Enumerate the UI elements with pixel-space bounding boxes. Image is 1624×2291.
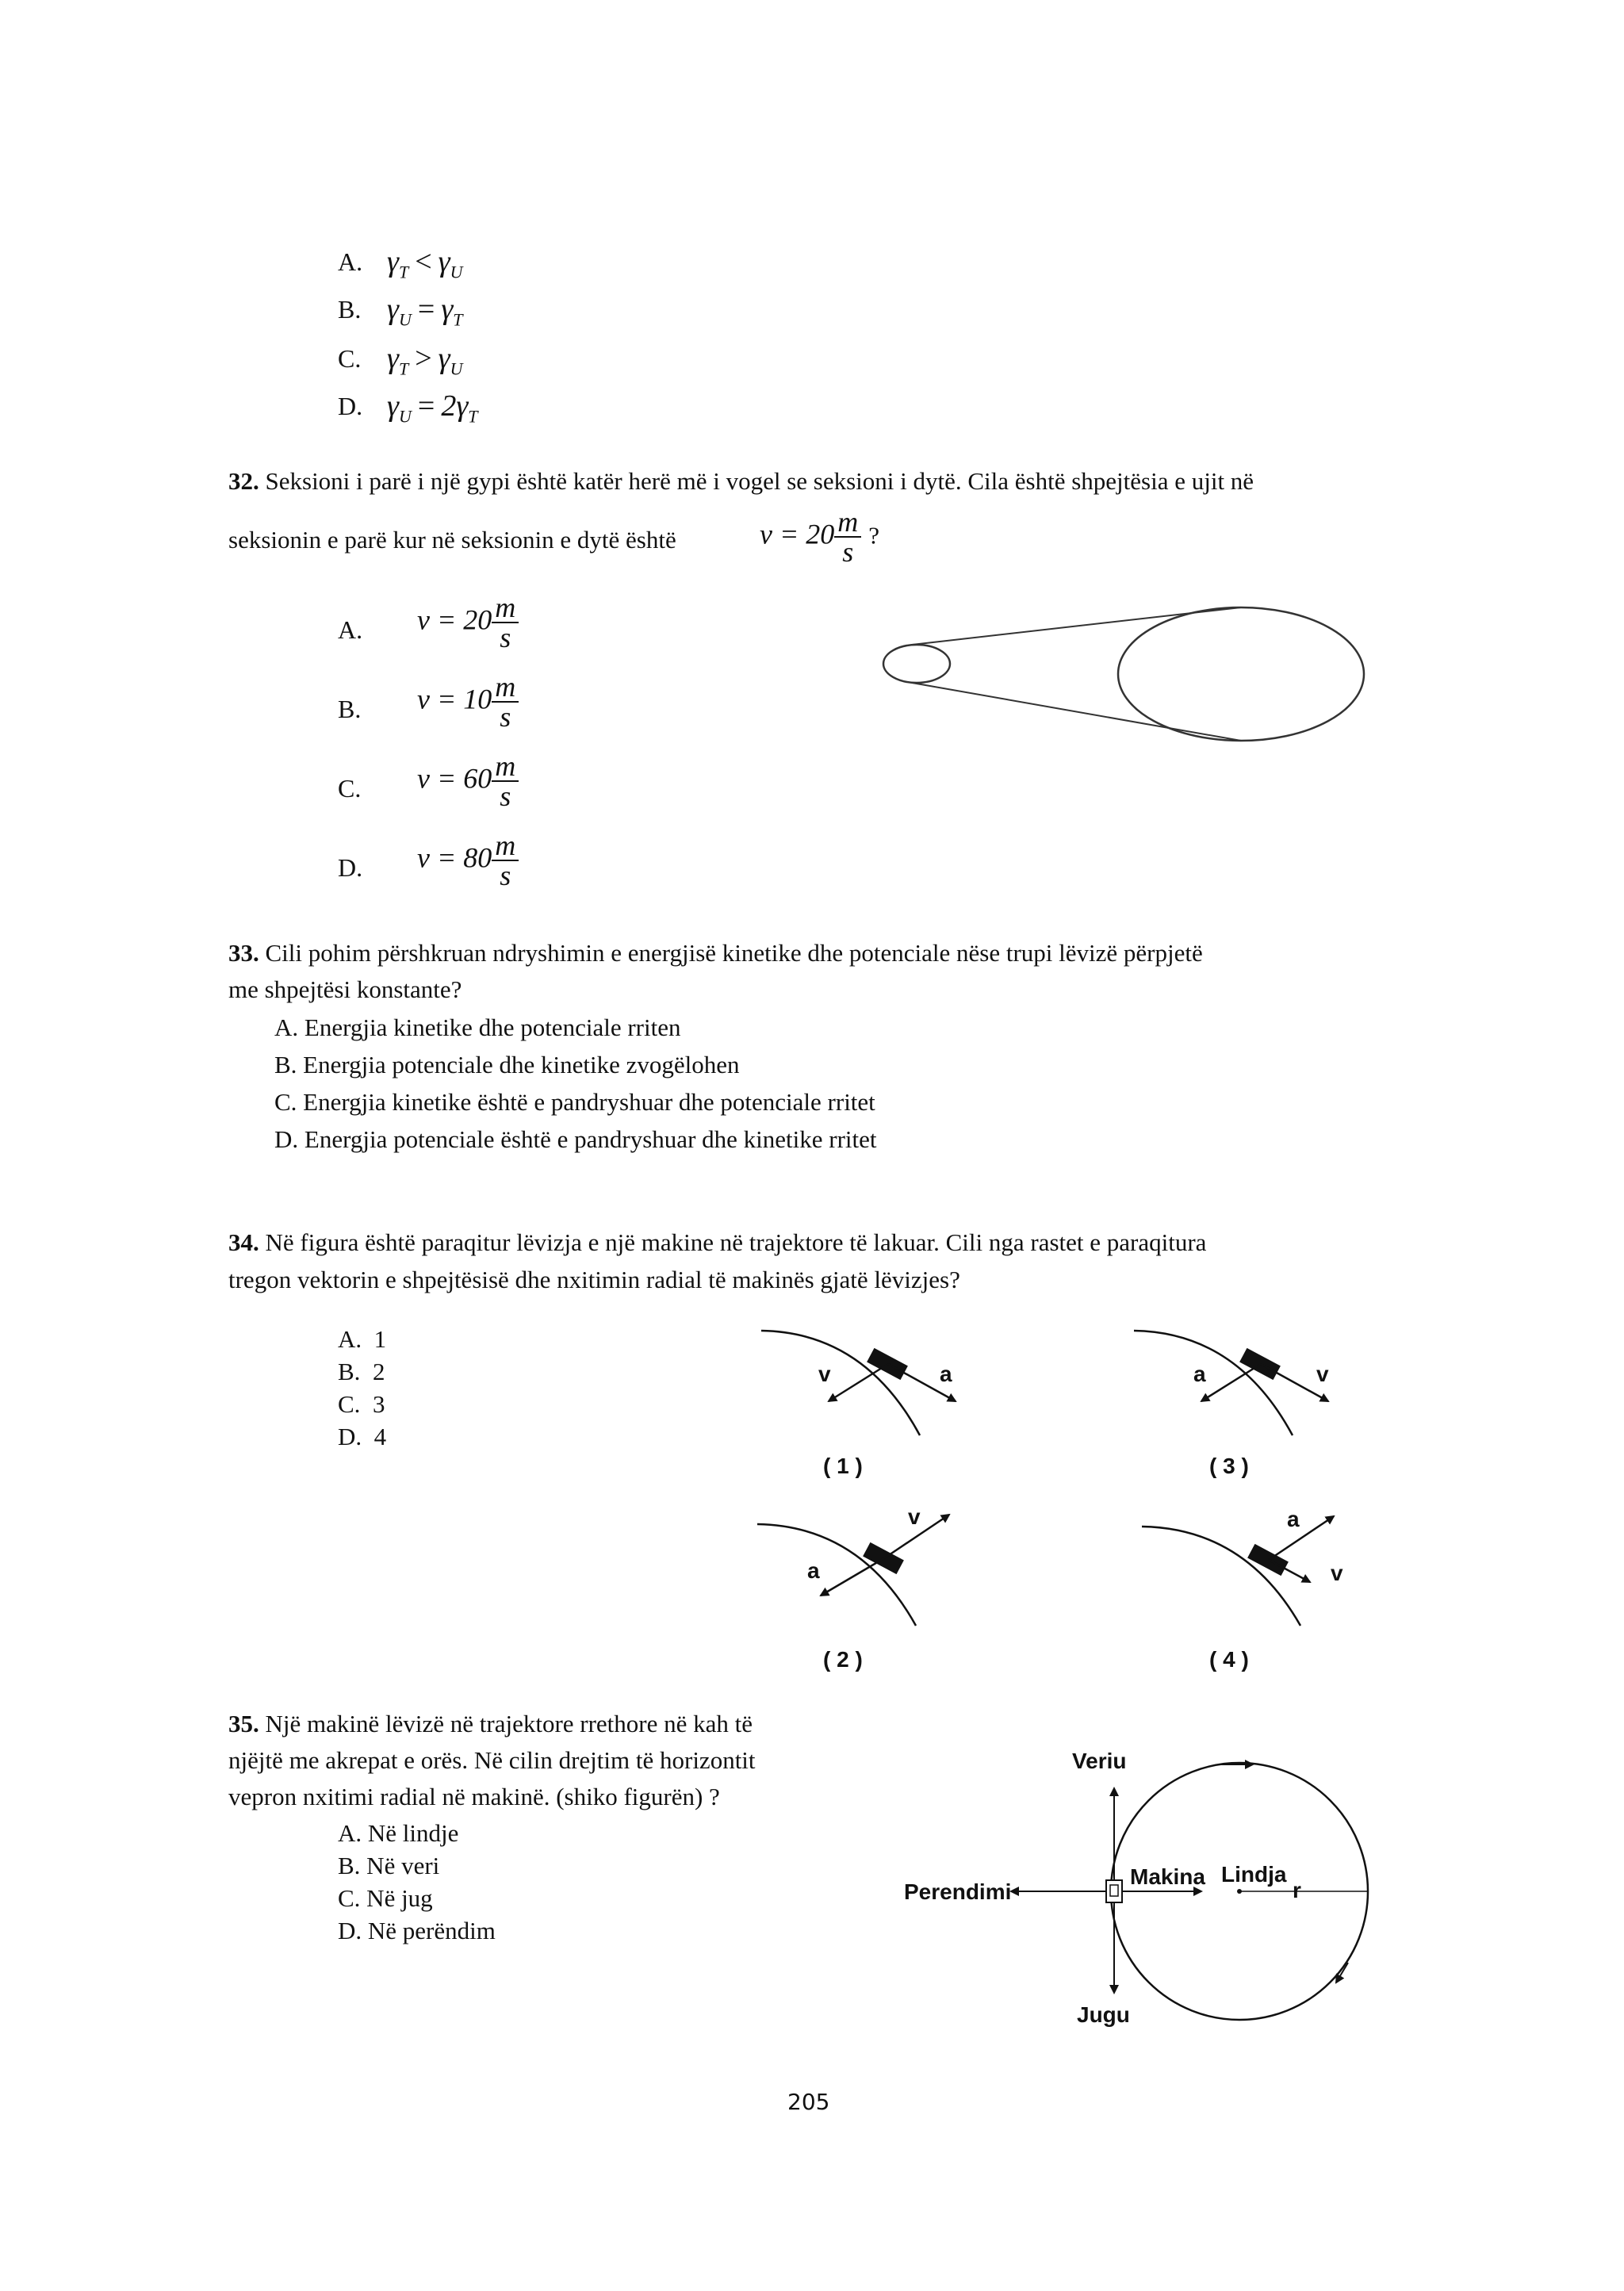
- arrow-a-4: [1269, 1516, 1334, 1560]
- q34-option-a: A. 1: [338, 1325, 387, 1353]
- car-4: [1247, 1544, 1289, 1576]
- q31-option-a: A. $\gamma_T < \gamma_U$: [338, 245, 463, 282]
- q31-expr-c: $\gamma_T > \gamma_U$: [387, 342, 463, 379]
- q34-line1: 34. Në figura është paraqitur lëvizja e një makine në trajektore të lakuar. Cili nga rastet e paraqitura: [228, 1228, 1207, 1256]
- label-radius: r: [1293, 1878, 1301, 1902]
- q34-option-c: C. 3: [338, 1390, 385, 1418]
- q31-option-d: D. $\gamma_U = 2\gamma_T$: [338, 389, 478, 427]
- q32-line2: seksionin e parë kur në seksionin e dytë është: [228, 526, 676, 554]
- caption-3: ( 3 ): [1209, 1454, 1249, 1478]
- label-a-4: a: [1287, 1507, 1300, 1531]
- q34-option-d: D. 4: [338, 1423, 387, 1450]
- caption-4: ( 4 ): [1209, 1647, 1249, 1672]
- figure-4: [1142, 1507, 1343, 1672]
- car-inner: [1110, 1885, 1118, 1896]
- label-car: Makina: [1130, 1864, 1205, 1889]
- trajectory-2: [757, 1524, 916, 1626]
- circle-center: [1237, 1889, 1242, 1894]
- label-v-2: v: [908, 1504, 921, 1529]
- q35-option-b: B. Në veri: [338, 1852, 440, 1879]
- page-number: 205: [787, 2089, 830, 2115]
- label-v-4: v: [1331, 1561, 1343, 1585]
- q32-option-b: B. v = 10 $\frac{m}{s}$: [338, 672, 544, 744]
- pipe-top-edge: [912, 607, 1241, 645]
- q32-given-velocity: v = 20 $\frac{m}{s}$ ?: [760, 506, 880, 568]
- label-east: Lindja: [1221, 1862, 1287, 1887]
- q33-option-b: B. Energjia potenciale dhe kinetike zvogëlohen: [274, 1051, 740, 1078]
- q32-line1: 32. Seksioni i parë i një gypi është katër herë më i vogel se seksioni i dytë. Cila është shpejtësia e ujit në: [228, 467, 1254, 495]
- q35-line2: njëjtë me akrepat e orës. Në cilin drejtim të horizontit: [228, 1746, 756, 1774]
- figure-3: [1134, 1331, 1329, 1478]
- q35-option-c: C. Në jug: [338, 1884, 433, 1912]
- label-a-1: a: [940, 1362, 952, 1386]
- label-a-3: a: [1193, 1362, 1206, 1386]
- q35-option-a: A. Në lindje: [338, 1819, 459, 1847]
- q34-option-b: B. 2: [338, 1358, 385, 1385]
- pipe-large-section: [1118, 607, 1364, 741]
- q31-expr-b: $\gamma_U = \gamma_T$: [387, 293, 463, 330]
- figure-2: [757, 1504, 949, 1672]
- q32-option-c: C. v = 60 $\frac{m}{s}$: [338, 752, 544, 823]
- q33-option-d: D. Energjia potenciale është e pandryshuar dhe kinetike rritet: [274, 1125, 877, 1153]
- circular-motion-figure: [888, 1725, 1380, 2042]
- q34-line2: tregon vektorin e shpejtësisë dhe nxitimin radial të makinës gjatë lëvizjes?: [228, 1266, 960, 1293]
- label-south: Jugu: [1077, 2002, 1130, 2027]
- trajectory-3: [1134, 1331, 1293, 1435]
- trajectory-4: [1142, 1527, 1300, 1626]
- q33-option-a: A. Energjia kinetike dhe potenciale rriten: [274, 1013, 681, 1041]
- label-v-3: v: [1316, 1362, 1329, 1386]
- q32-option-a: A. v = 20 $\frac{m}{s}$: [338, 593, 544, 665]
- pipe-figure: [872, 595, 1380, 753]
- arrow-a-2: [821, 1558, 884, 1596]
- caption-1: ( 1 ): [823, 1454, 863, 1478]
- label-west: Perendimi: [904, 1879, 1012, 1904]
- q35-option-d: D. Në perëndim: [338, 1917, 496, 1944]
- q31-expr-d: $\gamma_U = 2\gamma_T$: [387, 389, 478, 427]
- q32-given-unit: $\frac{m}{s}$: [834, 508, 861, 566]
- curved-motion-figures: [745, 1316, 1380, 1689]
- q35-line1: 35. Një makinë lëvizë në trajektore rrethore në kah të: [228, 1710, 753, 1737]
- label-north: Veriu: [1072, 1749, 1127, 1773]
- arrow-v-1: [829, 1364, 888, 1401]
- arrow-a-3: [1201, 1364, 1261, 1401]
- label-a-2: a: [807, 1558, 820, 1583]
- caption-2: ( 2 ): [823, 1647, 863, 1672]
- q31-expr-a: $\gamma_T < \gamma_U$: [387, 245, 463, 282]
- pipe-bottom-edge: [912, 683, 1241, 741]
- trajectory-1: [761, 1331, 920, 1435]
- pipe-small-section: [883, 645, 950, 683]
- q32-option-d: D. v = 80 $\frac{m}{s}$: [338, 831, 544, 902]
- q31-option-c: C. $\gamma_T > \gamma_U$: [338, 342, 463, 379]
- figure-1: [761, 1331, 956, 1478]
- label-v-1: v: [818, 1362, 831, 1386]
- q33-line2: me shpejtësi konstante?: [228, 975, 462, 1003]
- q33-line1: 33. Cili pohim përshkruan ndryshimin e energjisë kinetike dhe potenciale nëse trupi lëvizë përpjetë: [228, 939, 1203, 967]
- q35-line3: vepron nxitimi radial në makinë. (shiko figurën) ?: [228, 1783, 720, 1810]
- q31-option-b: B. $\gamma_U = \gamma_T$: [338, 293, 463, 330]
- q33-option-c: C. Energjia kinetike është e pandryshuar dhe potenciale rritet: [274, 1088, 875, 1116]
